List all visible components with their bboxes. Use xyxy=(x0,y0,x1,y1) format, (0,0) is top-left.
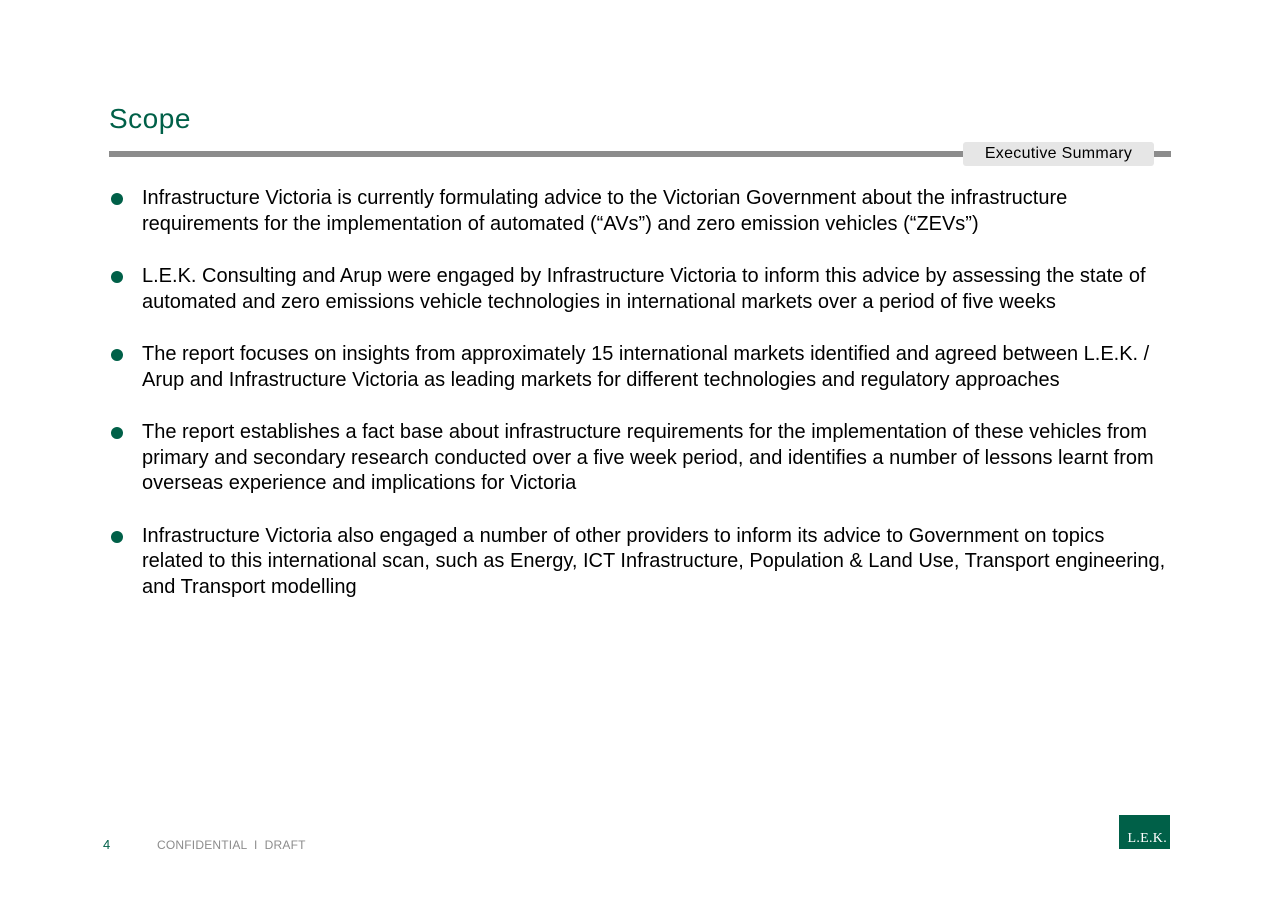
bullet-dot-icon xyxy=(111,349,123,361)
bullet-dot-icon xyxy=(111,531,123,543)
bullet-dot-icon xyxy=(111,193,123,205)
bullet-text: Infrastructure Victoria also engaged a number of other providers to inform its advice to Government on topics related to this international scan, such as Energy, ICT Infrastructure, Population & Land Use, Transport engineering, and Transport modelling xyxy=(142,524,1166,598)
lek-logo xyxy=(1119,815,1170,849)
bullet-text: The report establishes a fact base about infrastructure requirements for the implementation of these vehicles from primary and secondary research conducted over a five week period, and identifies a number of lessons learnt from overseas experience and implications for Victoria xyxy=(142,421,1154,494)
section-tag: Executive Summary xyxy=(963,142,1154,166)
page-number: 4 xyxy=(103,837,111,852)
bullet-item xyxy=(109,186,1169,237)
bullet-text: Infrastructure Victoria is currently formulating advice to the Victorian Government about the infrastructure requirements for the implementation of automated (“AVs”) and zero emission vehicles (“ZEVs”) xyxy=(142,187,1068,235)
bullet-list xyxy=(109,186,1169,627)
page-title: Scope xyxy=(109,103,191,134)
bullet-item xyxy=(109,264,1169,315)
bullet-dot-icon xyxy=(111,271,123,283)
bullet-item xyxy=(109,342,1169,393)
logo-text: L.E.K. xyxy=(1127,831,1167,846)
bullet-item xyxy=(109,524,1169,601)
bullet-dot-icon xyxy=(111,427,123,439)
bullet-item xyxy=(109,420,1169,497)
confidentiality-label: CONFIDENTIAL I DRAFT xyxy=(157,838,306,852)
bullet-text: L.E.K. Consulting and Arup were engaged by Infrastructure Victoria to inform this advice by assessing the state of automated and zero emissions vehicle technologies in international markets over a period of five weeks xyxy=(142,265,1146,313)
bullet-text: The report focuses on insights from approximately 15 international markets identified and agreed between L.E.K. / Arup and Infrastructure Victoria as leading markets for different technologies and regulatory approaches xyxy=(142,343,1150,391)
